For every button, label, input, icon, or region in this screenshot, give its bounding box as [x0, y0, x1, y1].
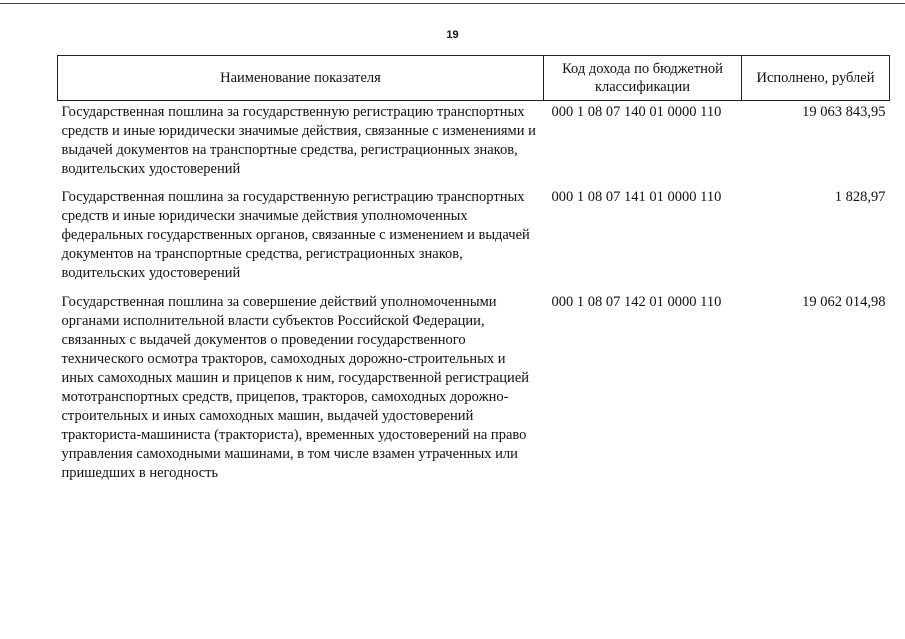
row-code: 000 1 08 07 142 01 0000 110 — [551, 294, 722, 310]
page-number: 19 — [446, 29, 459, 41]
row-amount: 19 062 014,98 — [802, 294, 886, 310]
top-rule — [0, 3, 905, 4]
row-amount: 19 063 843,95 — [802, 104, 886, 120]
row-name: Государственная пошлина за государственную регистрацию транспортных средств и иные юридически значимые действия уполномоченных федеральных государственных органов, связанные с изменением и выдачей документов на транспортные средства, регистрационных знаков, водительских удостоверений — [61, 189, 530, 281]
header-name: Наименование показателя — [58, 56, 544, 101]
row-name: Государственная пошлина за государственную регистрацию транспортных средств и иные юридически значимые действия, связанные с изменениями и выдачей документов на транспортные средства, регистрационных знаков, водительских удостоверений — [61, 104, 536, 177]
header-amount: Исполнено, рублей — [742, 56, 890, 101]
table-row — [58, 291, 890, 503]
header-code: Код дохода по бюджетной классификации — [544, 56, 742, 101]
table-body — [58, 101, 890, 504]
header-row — [58, 56, 890, 101]
row-amount: 1 828,97 — [834, 189, 886, 205]
table-row — [58, 186, 890, 291]
row-code: 000 1 08 07 140 01 0000 110 — [551, 104, 722, 120]
row-name: Государственная пошлина за совершение действий уполномоченными органами исполнительной власти субъектов Российской Федерации, связанных с выдачей документов о проведении государственного технического осмотра тракторов, самоходных дорожно-строительных и иных самоходных машин и прицепов к ним, государственной регистрацией мототранспортных средств, прицепов, тракторов, самоходных дорожно-строительных и иных самоходных машин, выдачей удостоверений тракториста-машиниста (тракториста), временных удостоверений на право управления самоходными машинами, в том числе взамен утраченных или пришедших в негодность — [61, 294, 530, 481]
revenue-table — [57, 55, 890, 503]
table-row — [58, 101, 890, 187]
table-header — [58, 56, 890, 101]
row-code: 000 1 08 07 141 01 0000 110 — [551, 189, 722, 205]
